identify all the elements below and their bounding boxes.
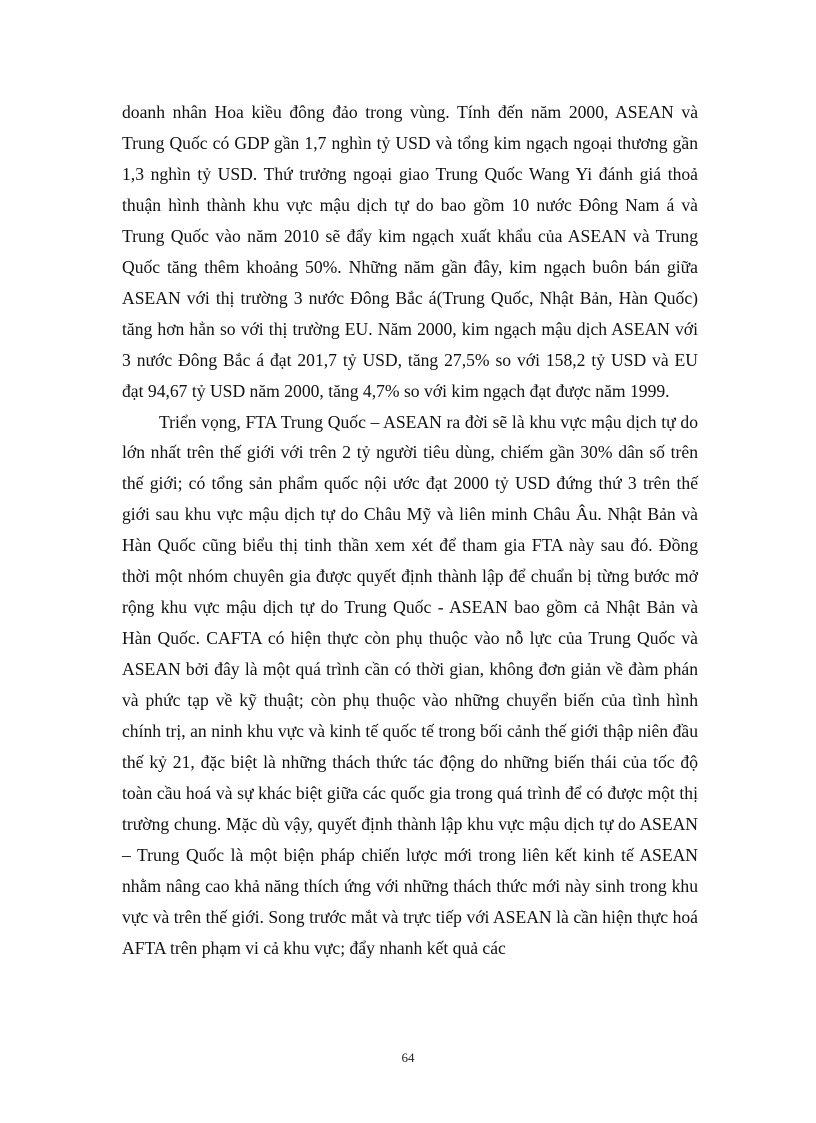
- page-number: 64: [401, 1050, 415, 1065]
- paragraph-2: Triển vọng, FTA Trung Quốc – ASEAN ra đời sẽ là khu vực mậu dịch tự do lớn nhất trên thế giới với trên 2 tỷ người tiêu dùng, chiếm gần 30% dân số trên thế giới; có tổng sản phẩm quốc nội ước đạt 2000 tỷ USD đứng thứ 3 trên thế giới sau khu vực mậu dịch tự do Châu Mỹ và liên minh Châu Âu. Nhật Bản và Hàn Quốc cũng biểu thị tinh thần xem xét để tham gia FTA này sau đó. Đồng thời một nhóm chuyên gia được quyết định thành lập để chuẩn bị từng bước mở rộng khu vực mậu dịch tự do Trung Quốc - ASEAN bao gồm cả Nhật Bản và Hàn Quốc. CAFTA có hiện thực còn phụ thuộc vào nỗ lực của Trung Quốc và ASEAN bởi đây là một quá trình cần có thời gian, không đơn giản về đàm phán và phức tạp về kỹ thuật; còn phụ thuộc vào những chuyển biến của tình hình chính trị, an ninh khu vực và kinh tế quốc tế trong bối cảnh thế giới thập niên đầu thế kỷ 21, đặc biệt là những thách thức tác động do những biến thái của tốc độ toàn cầu hoá và sự khác biệt giữa các quốc gia trong quá trình để có được một thị trường chung. Mặc dù vậy, quyết định thành lập khu vực mậu dịch tự do ASEAN – Trung Quốc là một biện pháp chiến lược mới trong liên kết kinh tế ASEAN nhằm nâng cao khả năng thích ứng với những thách thức mới này sinh trong khu vực và trên thế giới. Song trước mắt và trực tiếp với ASEAN là cần hiện thực hoá AFTA trên phạm vi cả khu vực; đẩy nhanh kết quả các: [122, 411, 698, 958]
- paragraph-1: doanh nhân Hoa kiều đông đảo trong vùng. Tính đến năm 2000, ASEAN và Trung Quốc có GDP gần 1,7 nghìn tỷ USD và tổng kim ngạch ngoại thương gần 1,3 nghìn tỷ USD. Thứ trưởng ngoại giao Trung Quốc Wang Yi đánh giá thoả thuận hình thành khu vực mậu dịch tự do bao gồm 10 nước Đông Nam á và Trung Quốc vào năm 2010 sẽ đẩy kim ngạch xuất khẩu của ASEAN và Trung Quốc tăng thêm khoảng 50%. Những năm gần đây, kim ngạch buôn bán giữa ASEAN với thị trường 3 nước Đông Bắc á(Trung Quốc, Nhật Bản, Hàn Quốc) tăng hơn hẳn so với thị trường EU. Năm 2000, kim ngạch mậu dịch ASEAN với 3 nước Đông Bắc á đạt 201,7 tỷ USD, tăng 27,5% so với 158,2 tỷ USD và EU đạt 94,67 tỷ USD năm 2000, tăng 4,7% so với kim ngạch đạt được năm 1999.: [122, 102, 698, 401]
- body-text: [122, 97, 698, 964]
